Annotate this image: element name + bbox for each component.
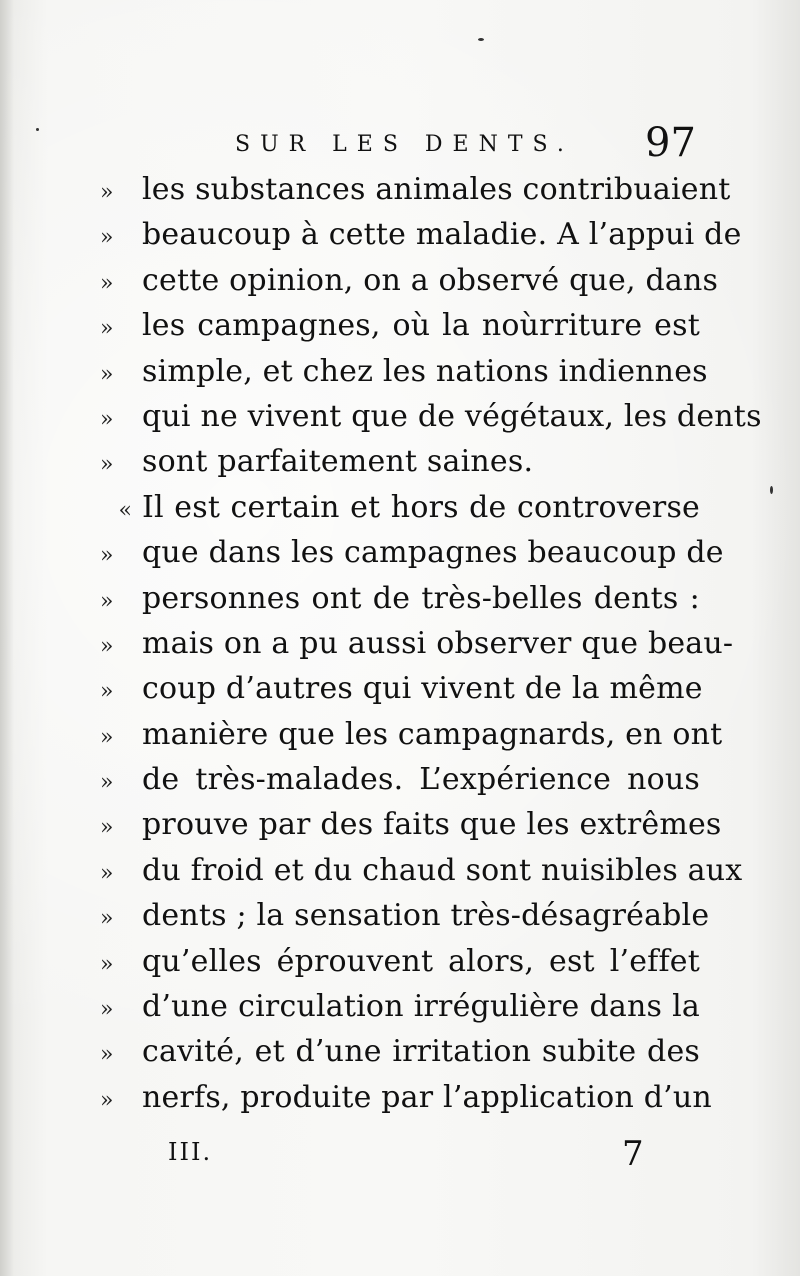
- quote-mark: »: [100, 361, 114, 387]
- line-text: personnes ont de très-belles dents :: [142, 580, 700, 616]
- quote-mark: »: [100, 815, 114, 841]
- quote-mark: »: [100, 316, 114, 342]
- quote-mark: »: [100, 270, 114, 296]
- line-text: cette opinion, on a observé que, dans: [142, 262, 719, 298]
- line-text: sont parfaitement saines.: [142, 444, 534, 480]
- quote-mark: »: [100, 452, 114, 478]
- text-line: [100, 807, 722, 852]
- text-line: [100, 716, 723, 762]
- line-text: les campagnes, où la noùrriture est: [142, 308, 700, 344]
- text-line: [100, 217, 742, 262]
- text-line: [100, 625, 734, 671]
- quote-mark: »: [100, 997, 114, 1023]
- signature-number: 7: [622, 1134, 644, 1174]
- text-line: [100, 535, 724, 580]
- quote-mark: »: [100, 860, 114, 886]
- line-text: Il est certain et hors de controverse: [142, 489, 700, 525]
- line-text: beaucoup à cette maladie. A l’appui de: [142, 217, 742, 253]
- text-line: [100, 262, 719, 308]
- quote-mark: »: [100, 679, 114, 705]
- line-text: cavité, et d’une irritation subite des: [142, 1034, 700, 1070]
- ink-speck: [478, 38, 484, 41]
- quote-mark: »: [100, 225, 114, 251]
- line-text: coup d’autres qui vivent de la même: [142, 671, 703, 707]
- line-text: mais on a pu aussi observer que beau-: [142, 625, 734, 661]
- quote-mark: »: [100, 588, 114, 614]
- text-line-paragraph-start: [100, 490, 700, 535]
- running-head: [0, 118, 800, 178]
- text-line: [100, 852, 743, 898]
- text-line: [100, 353, 708, 399]
- line-text: d’une circulation irrégulière dans la: [142, 989, 700, 1025]
- text-line: [100, 581, 700, 626]
- line-text: manière que les campagnards, en ont: [142, 716, 723, 752]
- text-line: [100, 1034, 700, 1079]
- quote-mark: »: [100, 180, 114, 205]
- body-text: [100, 172, 762, 1125]
- line-text: de très-malades. L’expérience nous: [142, 762, 700, 798]
- quote-mark: »: [100, 951, 114, 977]
- line-text: qu’elles éprouvent alors, est l’effet: [142, 943, 700, 979]
- quote-mark: »: [100, 906, 114, 932]
- text-line: [100, 444, 700, 489]
- page-number: 97: [645, 120, 696, 166]
- line-text: qui ne vivent que de végétaux, les dents: [142, 398, 762, 434]
- text-line: [100, 944, 700, 989]
- text-line: [100, 671, 703, 716]
- text-line: [100, 172, 731, 217]
- quote-mark: »: [100, 633, 114, 659]
- quote-mark: »: [100, 1042, 114, 1068]
- line-text: du froid et du chaud sont nuisibles aux: [142, 852, 743, 888]
- line-text: simple, et chez les nations indiennes: [142, 353, 708, 389]
- signature-mark: III.: [168, 1138, 213, 1166]
- line-text: les substances animales contribuaient: [142, 172, 731, 207]
- text-line: [100, 762, 700, 807]
- text-line: [100, 398, 762, 444]
- quote-mark: »: [100, 1087, 114, 1113]
- opening-quote-mark: «: [118, 497, 132, 523]
- quote-mark: »: [100, 770, 114, 796]
- quote-mark: »: [100, 724, 114, 750]
- page-edge-shadow: [0, 0, 14, 1276]
- running-title: SUR LES DENTS.: [235, 132, 574, 157]
- text-line: [100, 989, 700, 1034]
- line-text: dents ; la sensation très-désagréable: [142, 898, 710, 934]
- line-text: nerfs, produite par l’application d’un: [142, 1079, 712, 1115]
- text-line: [100, 308, 700, 353]
- text-line: [100, 898, 710, 943]
- quote-mark: »: [100, 406, 114, 432]
- text-line: [100, 1079, 712, 1125]
- quote-mark: »: [100, 543, 114, 569]
- ink-speck: [770, 486, 773, 494]
- line-text: que dans les campagnes beaucoup de: [142, 535, 724, 571]
- line-text: prouve par des faits que les extrêmes: [142, 807, 722, 843]
